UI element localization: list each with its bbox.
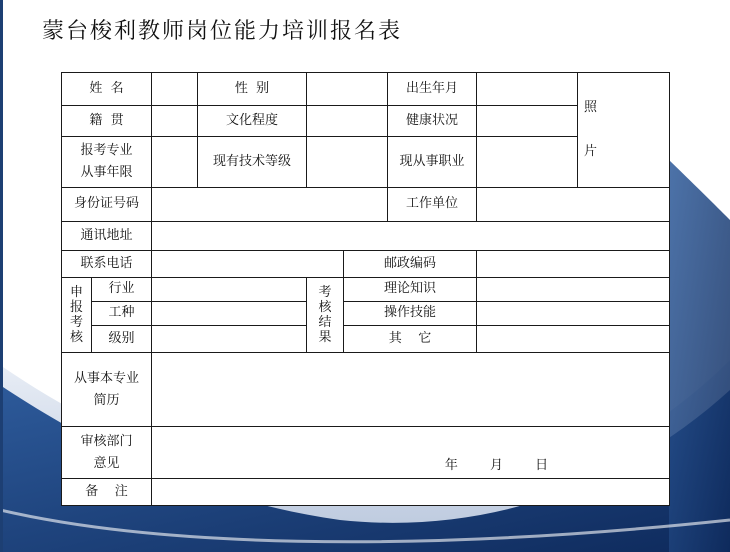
postcode-value[interactable] bbox=[477, 251, 670, 278]
exam-apply-label: 申 报 考 核 bbox=[62, 278, 92, 353]
gender-label: 性 别 bbox=[198, 73, 307, 106]
native-place-value[interactable] bbox=[152, 106, 198, 137]
native-place-label: 籍 贯 bbox=[62, 106, 152, 137]
name-value[interactable] bbox=[152, 73, 198, 106]
other-label: 其 它 bbox=[344, 326, 477, 353]
birth-label: 出生年月 bbox=[388, 73, 477, 106]
review-label: 审核部门 意见 bbox=[62, 427, 152, 479]
registration-form-table bbox=[61, 72, 670, 506]
postcode-label: 邮政编码 bbox=[344, 251, 477, 278]
review-date bbox=[445, 458, 576, 474]
phone-value[interactable] bbox=[152, 251, 344, 278]
address-value[interactable] bbox=[152, 222, 670, 251]
name-label: 姓 名 bbox=[62, 73, 152, 106]
education-value[interactable] bbox=[307, 106, 388, 137]
major-value[interactable] bbox=[152, 137, 198, 188]
industry-label: 行业 bbox=[92, 278, 152, 302]
health-label: 健康状况 bbox=[388, 106, 477, 137]
left-edge-rule bbox=[0, 0, 3, 552]
job-type-value[interactable] bbox=[152, 302, 307, 326]
work-unit-label: 工作单位 bbox=[388, 188, 477, 222]
theory-value[interactable] bbox=[477, 278, 670, 302]
gender-value[interactable] bbox=[307, 73, 388, 106]
exam-result-label: 考 核 结 果 bbox=[307, 278, 344, 353]
id-number-value[interactable] bbox=[152, 188, 388, 222]
date-day-label: 日 bbox=[535, 457, 549, 473]
theory-label: 理论知识 bbox=[344, 278, 477, 302]
birth-value[interactable] bbox=[477, 73, 578, 106]
resume-value[interactable] bbox=[152, 353, 670, 427]
major-label: 报考专业 从事年限 bbox=[62, 137, 152, 188]
resume-label: 从事本专业 简历 bbox=[62, 353, 152, 427]
date-month-label: 月 bbox=[490, 457, 504, 473]
page-title: 蒙台梭利教师岗位能力培训报名表 bbox=[42, 19, 403, 44]
current-job-value[interactable] bbox=[477, 137, 578, 188]
level-value[interactable] bbox=[152, 326, 307, 353]
current-job-label: 现从事职业 bbox=[388, 137, 477, 188]
skill-label: 操作技能 bbox=[344, 302, 477, 326]
level-label: 级别 bbox=[92, 326, 152, 353]
tech-level-value[interactable] bbox=[307, 137, 388, 188]
photo-box[interactable] bbox=[578, 73, 670, 188]
tech-level-label: 现有技术等级 bbox=[198, 137, 307, 188]
photo-label-1: 照 bbox=[584, 99, 598, 115]
work-unit-value[interactable] bbox=[477, 188, 670, 222]
other-value[interactable] bbox=[477, 326, 670, 353]
education-label: 文化程度 bbox=[198, 106, 307, 137]
photo-label-2: 片 bbox=[584, 144, 598, 159]
address-label: 通讯地址 bbox=[62, 222, 152, 251]
health-value[interactable] bbox=[477, 106, 578, 137]
phone-label: 联系电话 bbox=[62, 251, 152, 278]
date-year-label: 年 bbox=[444, 457, 458, 473]
id-number-label: 身份证号码 bbox=[62, 188, 152, 222]
job-type-label: 工种 bbox=[92, 302, 152, 326]
skill-value[interactable] bbox=[477, 302, 670, 326]
remark-label: 备 注 bbox=[62, 479, 152, 506]
industry-value[interactable] bbox=[152, 278, 307, 302]
remark-value[interactable] bbox=[152, 479, 670, 506]
review-opinion-value[interactable] bbox=[152, 427, 670, 479]
